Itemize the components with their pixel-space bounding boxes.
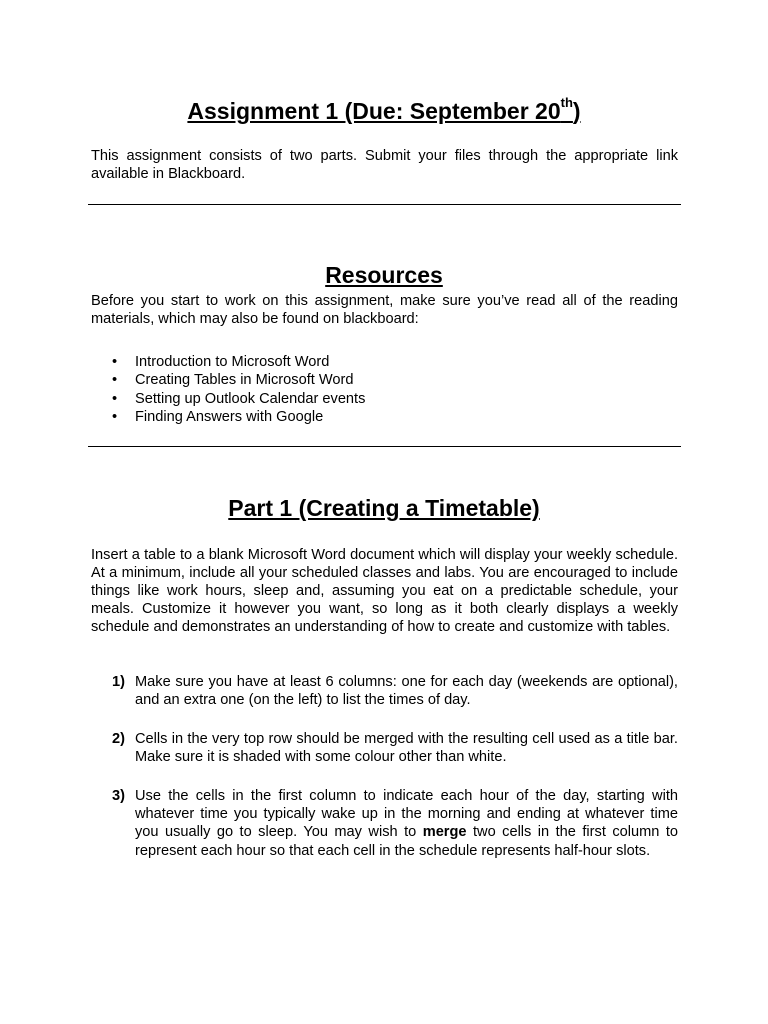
- divider: [88, 446, 681, 447]
- assignment-title: [0, 97, 768, 125]
- step-number: 3): [112, 788, 125, 804]
- step-number: 2): [112, 731, 125, 747]
- list-item-text: Introduction to Microsoft Word: [135, 354, 330, 370]
- resources-intro: Before you start to work on this assignment, make sure you’ve read all of the reading materials, which may also be found on blackboard:: [91, 293, 678, 327]
- step-text-part: two cells in the first column to represent each hour so that each cell in the schedule represents half-hour slots.: [135, 824, 678, 859]
- divider: [88, 204, 681, 205]
- list-item-text: Setting up Outlook Calendar events: [135, 390, 366, 407]
- step-number: 1): [112, 674, 125, 690]
- step-text: Make sure you have at least 6 columns: one for each day (weekends are optional), and an extra one (on the left) to list the times of day.: [135, 674, 678, 709]
- assignment-title-superscript: th: [560, 95, 573, 111]
- list-item: [112, 390, 365, 408]
- list-item: [112, 408, 365, 426]
- step-item: [112, 730, 678, 766]
- part1-heading: Part 1 (Creating a Timetable): [228, 495, 540, 521]
- list-item: [112, 353, 365, 371]
- step-item: [112, 787, 678, 860]
- bullet-icon: •: [112, 354, 118, 370]
- resources-heading: Resources: [325, 262, 443, 288]
- bullet-icon: •: [112, 390, 118, 407]
- part1-intro: Insert a table to a blank Microsoft Word document which will display your weekly schedule. At a minimum, include all your scheduled classes and labs. You are encouraged to include things like work hours, sleep and, assuming you eat on a predictable schedule, your meals. Customize it however you want, so long as it both clearly displays a weekly schedule and demonstrates an understanding of how to create and customize with tables.: [91, 547, 678, 635]
- list-item: [112, 371, 365, 389]
- step-item: [112, 673, 678, 709]
- step-text: Cells in the very top row should be merged with the resulting cell used as a title bar. Make sure it is shaded with some colour other than white.: [135, 731, 678, 766]
- assignment-title-text: Assignment 1 (Due: September 20: [187, 98, 561, 124]
- step-text-bold: merge: [422, 824, 467, 841]
- list-item-text: Creating Tables in Microsoft Word: [135, 372, 354, 389]
- step-text: [135, 787, 678, 860]
- bullet-icon: •: [112, 372, 118, 389]
- list-item-text: Finding Answers with Google: [135, 408, 324, 425]
- resources-list: [112, 353, 365, 426]
- step-text-part: Use the cells in the first column to indicate each hour of the day, starting with whatever time you typically wake up in the morning and ending at whatever time you usually go to sleep. You may wish to: [135, 788, 678, 841]
- assignment-title-close: ): [572, 98, 581, 124]
- bullet-icon: •: [112, 408, 118, 425]
- assignment-intro: This assignment consists of two parts. Submit your files through the appropriate link available in Blackboard.: [91, 148, 678, 182]
